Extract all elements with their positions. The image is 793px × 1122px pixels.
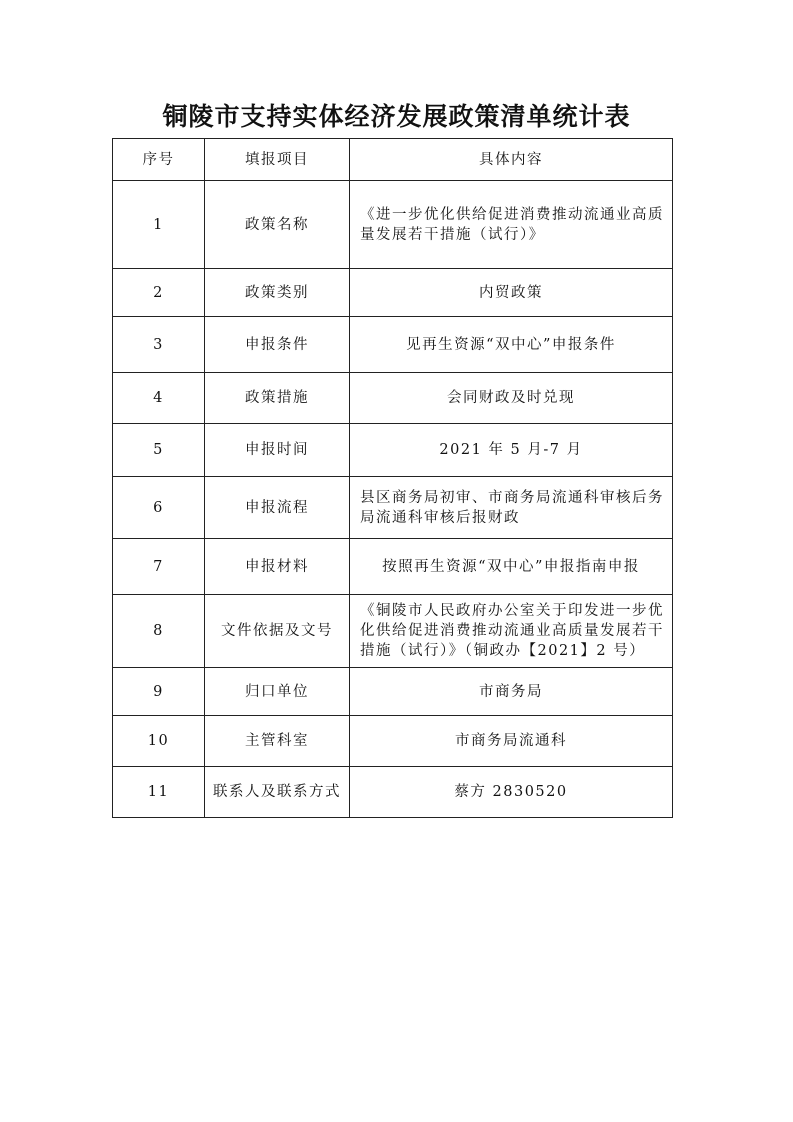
row-item: 文件依据及文号 [205, 595, 350, 668]
row-item: 申报材料 [205, 539, 350, 595]
row-content: 市商务局 [350, 668, 673, 716]
table-row [113, 477, 673, 539]
page-title: 铜陵市支持实体经济发展政策清单统计表 [162, 102, 631, 131]
row-number: 4 [113, 373, 205, 424]
column-header-content: 具体内容 [350, 139, 673, 181]
row-number: 9 [113, 668, 205, 716]
row-content: 蔡方 2830520 [350, 767, 673, 818]
row-content: 《铜陵市人民政府办公室关于印发进一步优化供给促进消费推动流通业高质量发展若干措施（试行）》（铜政办【2021】2 号） [350, 595, 673, 668]
policy-table [112, 138, 673, 818]
row-item: 申报流程 [205, 477, 350, 539]
row-number: 7 [113, 539, 205, 595]
table-header-row [113, 139, 673, 181]
column-header-no: 序号 [113, 139, 205, 181]
table-row [113, 181, 673, 269]
row-item: 主管科室 [205, 716, 350, 767]
row-content: 《进一步优化供给促进消费推动流通业高质量发展若干措施（试行）》 [350, 181, 673, 269]
row-number: 10 [113, 716, 205, 767]
row-item: 申报时间 [205, 424, 350, 477]
row-number: 8 [113, 595, 205, 668]
row-content: 2021 年 5 月-7 月 [350, 424, 673, 477]
row-item: 政策名称 [205, 181, 350, 269]
row-number: 5 [113, 424, 205, 477]
row-content: 县区商务局初审、市商务局流通科审核后务局流通科审核后报财政 [350, 477, 673, 539]
row-item: 政策措施 [205, 373, 350, 424]
table-row [113, 716, 673, 767]
row-item: 申报条件 [205, 317, 350, 373]
row-number: 11 [113, 767, 205, 818]
row-number: 6 [113, 477, 205, 539]
column-header-item: 填报项目 [205, 139, 350, 181]
table-row [113, 767, 673, 818]
table-row [113, 595, 673, 668]
row-content: 市商务局流通科 [350, 716, 673, 767]
row-content: 按照再生资源“双中心”申报指南申报 [350, 539, 673, 595]
table-row [113, 668, 673, 716]
row-content: 内贸政策 [350, 269, 673, 317]
row-item: 联系人及联系方式 [205, 767, 350, 818]
table-row [113, 317, 673, 373]
table-row [113, 539, 673, 595]
row-item: 归口单位 [205, 668, 350, 716]
table-row [113, 373, 673, 424]
table-row [113, 269, 673, 317]
row-content: 见再生资源“双中心”申报条件 [350, 317, 673, 373]
table-row [113, 424, 673, 477]
row-item: 政策类别 [205, 269, 350, 317]
row-number: 3 [113, 317, 205, 373]
row-content: 会同财政及时兑现 [350, 373, 673, 424]
row-number: 1 [113, 181, 205, 269]
row-number: 2 [113, 269, 205, 317]
